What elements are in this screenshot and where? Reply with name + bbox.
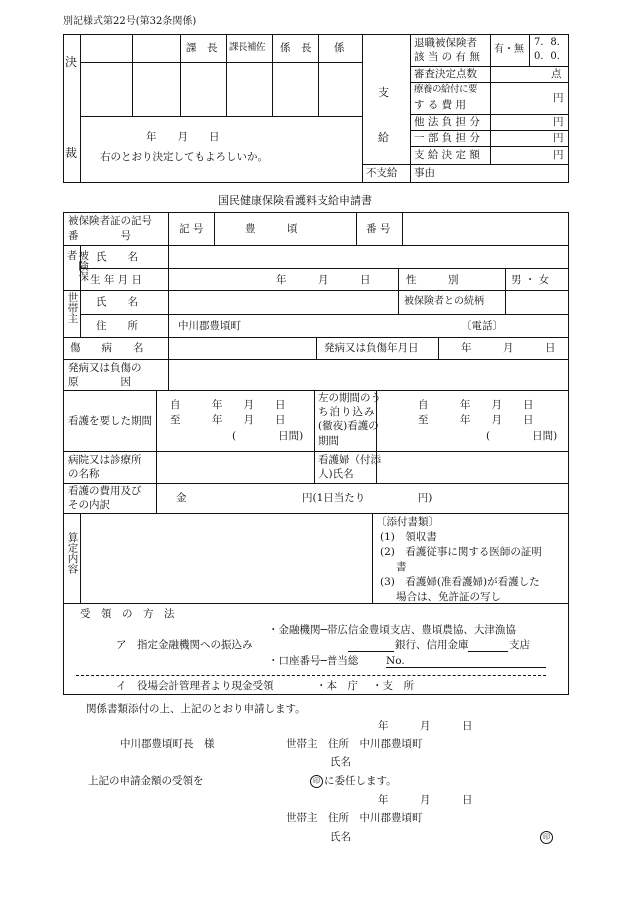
sex-label: 性 別	[406, 274, 459, 286]
period-days: ( 日間)	[232, 430, 304, 442]
attach-item-1: (1) 領収書	[380, 531, 437, 543]
shisho-option: ・支 所	[372, 680, 414, 692]
card-label-1: 被保険者証の記号	[68, 215, 152, 227]
decision-text: 右のとおり決定してもよろしいか。	[100, 151, 268, 163]
sai-label: 裁	[65, 146, 78, 160]
bank-line-2-suffix: 支店	[509, 639, 530, 651]
retired-label-2: 該 当 の 有 無	[414, 51, 480, 63]
hospital-label-1: 病院又は診療所	[68, 454, 142, 466]
nonpay-label: 不支給	[366, 167, 398, 179]
retired-label: 退職被保険者	[414, 37, 477, 49]
approval-date: 年 月 日	[146, 131, 220, 143]
kigou-value: 豊 頃	[245, 223, 298, 235]
bank-line-1: ・金融機関─帯広信金豊頃支店、豊頃農協、大津漁協	[268, 624, 516, 636]
household-name-label: 氏 名	[96, 296, 138, 308]
onset-date: 年 月 日	[461, 342, 556, 354]
payment-amount-label: 支 給 決 定 額	[414, 149, 480, 161]
insured-group-label: 被険保者	[65, 250, 90, 282]
form-number: 別記様式第22号(第32条関係)	[63, 16, 197, 27]
household-head-address-1: 世帯主 住所 中川郡豊頃町	[286, 738, 423, 750]
insured-name-label: 氏 名	[96, 251, 138, 263]
option-i: イ 役場会計管理者より現金受領	[116, 680, 274, 692]
account-line: ・口座番号─普当総	[268, 655, 359, 667]
addressee: 中川郡豊頃町長 様	[120, 738, 215, 750]
form-title: 国民健康保険看護料支給申請書	[218, 194, 372, 207]
bangou-label: 番 号	[366, 223, 391, 235]
cost-label-2: その内訳	[68, 499, 110, 511]
account-no: No.	[386, 655, 405, 667]
household-group-label: 世帯主	[66, 292, 79, 324]
nurse-label-2: 人)氏名	[318, 468, 354, 480]
medical-cost-unit: 円	[553, 92, 564, 104]
household-address-value: 中川郡豊頃町	[178, 320, 241, 332]
sex-value: 男 ・ 女	[511, 274, 550, 286]
nonpay-reason: 事由	[414, 167, 435, 179]
partial-burden-label: 一 部 負 担 分	[414, 132, 480, 144]
illness-label: 傷 病 名	[70, 342, 144, 354]
attach-item-3: (3) 看護婦(准看護婦)が看護した	[380, 576, 540, 588]
delegate-text-2: に委任します。	[324, 775, 397, 787]
calc-label: 算定内容	[66, 532, 79, 574]
receipt-title: 受 領 の 方 法	[80, 608, 175, 620]
cause-label-1: 発病又は負傷の	[68, 362, 142, 374]
card-label-2: 番 号	[68, 230, 131, 242]
insured-birth-date: 年 月 日	[276, 274, 371, 286]
attach-title: 〔添付書類〕	[376, 516, 439, 528]
honcho-option: ・本 庁	[316, 680, 358, 692]
retired-note: 7．8．	[534, 37, 567, 48]
partial-burden-unit: 円	[553, 132, 564, 144]
overnight-label-2: ち泊り込み	[318, 406, 376, 418]
ketsu-label: 決	[65, 55, 78, 69]
delegate-text: 上記の申請金額の受領を	[88, 775, 204, 787]
apply-date: 年 月 日	[378, 720, 473, 732]
delegate-date: 年 月 日	[378, 794, 473, 806]
insured-birth-label: 生 年 月 日	[90, 274, 143, 286]
overnight-label-3: (徹夜)看護の	[318, 420, 379, 432]
payment-amount-unit: 円	[553, 149, 564, 161]
review-points-unit: 点	[551, 68, 562, 80]
approver-col-3: 係 長	[280, 42, 312, 54]
retired-note-2: 0．0．	[534, 51, 567, 62]
kigou-label: 記 号	[179, 223, 204, 235]
attach-item-2b: 書	[396, 561, 407, 573]
household-head-name-2: 氏名	[330, 831, 351, 843]
nursing-period-label: 看護を要した期間	[68, 415, 152, 427]
attach-item-2: (2) 看護従事に関する医師の証明	[380, 546, 542, 558]
period-from: 自 年 月 日	[170, 399, 286, 411]
period2-days: ( 日間)	[486, 430, 558, 442]
seal-icon: 印	[310, 775, 323, 788]
cause-label-2: 原 因	[68, 376, 131, 388]
household-address-label: 住 所	[96, 320, 138, 332]
other-law-label: 他 法 負 担 分	[414, 116, 480, 128]
household-head-name-1: 氏名	[330, 756, 351, 768]
cost-yen: 円(1日当たり 円)	[302, 492, 433, 504]
attach-item-3b: 場合は、免許証の写し	[396, 591, 501, 603]
option-a: ア 指定金融機関への振込み	[116, 639, 253, 651]
medical-cost-label: 療養の給付に要	[414, 84, 478, 95]
other-law-unit: 円	[553, 116, 564, 128]
period2-from: 自 年 月 日	[418, 399, 534, 411]
approver-col-4: 係	[334, 42, 345, 54]
phone-label: 〔電話〕	[461, 320, 503, 332]
relation-label: 被保険者との続柄	[404, 296, 484, 307]
overnight-label-1: 左の期間のう	[318, 392, 381, 404]
shi-label: 支	[378, 86, 389, 99]
statement: 関係書類添付の上、上記のとおり申請します。	[86, 703, 306, 715]
household-head-address-2: 世帯主 住所 中川郡豊頃町	[286, 812, 423, 824]
kyu-label: 給	[378, 131, 389, 144]
retired-value: 有・無	[494, 44, 524, 55]
approver-col-1: 課 長	[186, 42, 218, 54]
period2-to: 至 年 月 日	[418, 414, 534, 426]
cost-kin: 金	[176, 492, 187, 504]
hospital-label-2: の名称	[68, 468, 100, 480]
nurse-label-1: 看護婦（付添	[318, 454, 381, 466]
onset-label: 発病又は負傷年月日	[324, 342, 419, 354]
cost-label-1: 看護の費用及び	[68, 485, 142, 497]
overnight-label-4: 期間	[318, 435, 339, 447]
period-to: 至 年 月 日	[170, 414, 286, 426]
seal-icon: 印	[540, 831, 553, 844]
approver-col-2: 課長補佐	[229, 42, 266, 53]
medical-cost-label-2: す る 費 用	[414, 99, 467, 111]
bank-line-2: 銀行、信用金庫	[395, 639, 469, 651]
review-points-label: 審査決定点数	[414, 68, 477, 80]
